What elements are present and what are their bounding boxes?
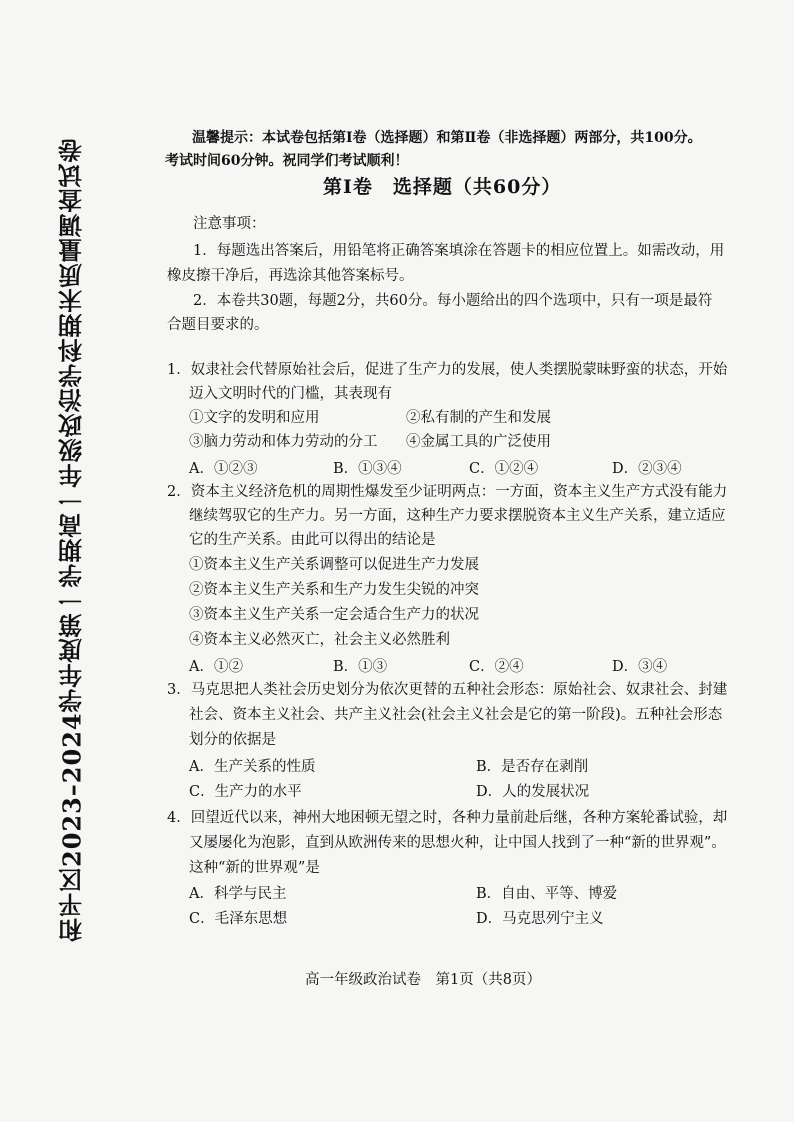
q1-option-b: B．①③④ xyxy=(333,461,402,477)
q3-stem-line-2: 社会、资本主义社会、共产主义社会(社会主义社会是它的第一阶段)。五种社会形态 xyxy=(189,707,723,723)
q1-option-d: D．②③④ xyxy=(612,461,682,477)
notice-item-1-line-2: 橡皮擦干净后，再选涂其他答案标号。 xyxy=(167,268,414,284)
q1-statement-2: ②私有制的产生和发展 xyxy=(406,410,551,426)
page-footer: 高一年级政治试卷 第1页（共8页） xyxy=(305,972,541,988)
q1-statement-4: ④金属工具的广泛使用 xyxy=(406,434,551,450)
q2-stem-line-1: 2．资本主义经济危机的周期性爆发至少证明两点：一方面，资本主义生产方式没有能力 xyxy=(167,484,728,500)
q4-option-c: C．毛泽东思想 xyxy=(189,911,288,927)
q1-option-c: C．①②④ xyxy=(469,461,539,477)
q4-option-d: D．马克思列宁主义 xyxy=(476,911,604,927)
q3-option-d: D．人的发展状况 xyxy=(476,784,590,800)
q4-option-a: A．科学与民主 xyxy=(189,886,287,902)
side-exam-title: 和平区2023–2024学年度第一学期高一年级政治学科期末质量调查试卷 xyxy=(57,137,87,943)
q3-option-c: C．生产力的水平 xyxy=(189,784,302,800)
q3-option-a: A．生产关系的性质 xyxy=(189,759,316,775)
q2-option-a: A．①② xyxy=(189,659,243,675)
q2-stem-line-3: 它的生产关系。由此可以得出的结论是 xyxy=(189,532,436,548)
q4-stem-line-3: 这种“新的世界观”是 xyxy=(189,860,320,876)
q2-option-d: D．③④ xyxy=(612,659,668,675)
q1-option-a: A．①②③ xyxy=(189,461,258,477)
q1-stem-line-1: 1．奴隶社会代替原始社会后，促进了生产力的发展，使人类摆脱蒙昧野蛮的状态，开始 xyxy=(167,362,728,378)
q1-statement-3: ③脑力劳动和体力劳动的分工 xyxy=(189,434,378,450)
q2-option-b: B．①③ xyxy=(333,659,388,675)
q4-option-b: B．自由、平等、博爱 xyxy=(476,886,618,902)
q3-stem-line-3: 划分的依据是 xyxy=(189,732,276,748)
q2-statement-3: ③资本主义生产关系一定会适合生产力的状况 xyxy=(189,607,479,623)
q1-stem-line-2: 迈入文明时代的门槛，其表现有 xyxy=(189,386,392,402)
q2-option-c: C．②④ xyxy=(469,659,524,675)
notice-heading: 注意事项： xyxy=(193,216,266,232)
notice-item-2-line-1: 2．本卷共30题，每题2分，共60分。每小题给出的四个选项中，只有一项是最符 xyxy=(193,293,713,309)
q4-stem-line-1: 4．回望近代以来，神州大地困顿无望之时，各种力量前赴后继，各种方案轮番试验，却 xyxy=(167,810,728,826)
notice-item-1-line-1: 1．每题选出答案后，用铅笔将正确答案填涂在答题卡的相应位置上。如需改动，用 xyxy=(193,243,725,259)
q2-statement-2: ②资本主义生产关系和生产力发生尖锐的冲突 xyxy=(189,582,479,598)
q2-statement-4: ④资本主义必然灭亡，社会主义必然胜利 xyxy=(189,632,450,648)
q4-stem-line-2: 又屡屡化为泡影，直到从欧洲传来的思想火种，让中国人找到了一种“新的世界观”。 xyxy=(189,835,726,851)
notice-item-2-line-2: 合题目要求的。 xyxy=(167,317,269,333)
tip-line-1: 温馨提示：本试卷包括第Ⅰ卷（选择题）和第Ⅱ卷（非选择题）两部分，共100分。 xyxy=(192,130,702,146)
q3-option-b: B．是否存在剥削 xyxy=(476,759,589,775)
q1-statement-1: ①文字的发明和应用 xyxy=(189,410,320,426)
q3-stem-line-1: 3．马克思把人类社会历史划分为依次更替的五种社会形态：原始社会、奴隶社会、封建 xyxy=(167,682,728,698)
q2-statement-1: ①资本主义生产关系调整可以促进生产力发展 xyxy=(189,557,479,573)
section-title: 第Ⅰ卷 选择题（共60分） xyxy=(323,176,562,198)
tip-line-2: 考试时间60分钟。祝同学们考试顺利！ xyxy=(165,153,409,169)
q2-stem-line-2: 继续驾驭它的生产力。另一方面，这种生产力要求摆脱资本主义生产关系，建立适应 xyxy=(189,508,726,524)
